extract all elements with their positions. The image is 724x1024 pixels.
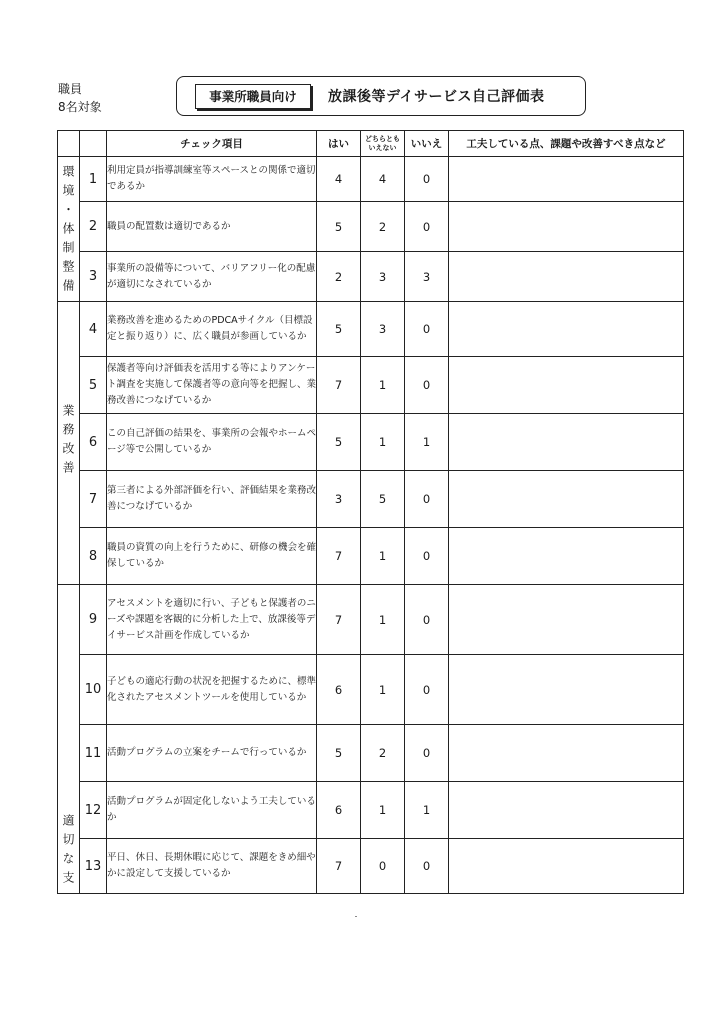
neutral-count: 1 xyxy=(361,414,405,471)
table-row xyxy=(58,839,684,894)
neutral-count: 1 xyxy=(361,655,405,725)
header-no: いいえ xyxy=(405,131,449,157)
comment-cell xyxy=(449,252,684,302)
no-count: 0 xyxy=(405,585,449,655)
header-category xyxy=(58,131,80,157)
yes-count: 5 xyxy=(317,725,361,782)
table-row xyxy=(58,585,684,655)
audience-label: 事業所職員向け xyxy=(195,84,311,109)
item-number: 7 xyxy=(80,471,107,528)
comment-cell xyxy=(449,528,684,585)
check-item-text: 職員の配置数は適切であるか xyxy=(107,202,317,252)
item-number: 11 xyxy=(80,725,107,782)
respondent-type: 職員 xyxy=(58,82,83,96)
header-number xyxy=(80,131,107,157)
check-item-text: 利用定員が指導訓練室等スペースとの関係で適切であるか xyxy=(107,157,317,202)
category-label: 環境・体制整備 xyxy=(61,165,75,298)
item-number: 10 xyxy=(80,655,107,725)
yes-count: 7 xyxy=(317,528,361,585)
comment-cell xyxy=(449,782,684,839)
neutral-count: 1 xyxy=(361,585,405,655)
item-number: 9 xyxy=(80,585,107,655)
table-row xyxy=(58,252,684,302)
table-row xyxy=(58,471,684,528)
check-item-text: アセスメントを適切に行い、子どもと保護者のニーズや課題を客観的に分析した上で、放課後等デイサービス計画を作成しているか xyxy=(107,585,317,655)
no-count: 0 xyxy=(405,157,449,202)
neutral-count: 2 xyxy=(361,202,405,252)
yes-count: 5 xyxy=(317,414,361,471)
neutral-count: 1 xyxy=(361,528,405,585)
item-number: 2 xyxy=(80,202,107,252)
header-neutral-line2: いえない xyxy=(368,143,397,152)
neutral-count: 1 xyxy=(361,357,405,414)
yes-count: 4 xyxy=(317,157,361,202)
table-row xyxy=(58,302,684,357)
table-row xyxy=(58,782,684,839)
check-item-text: 活動プログラムの立案をチームで行っているか xyxy=(107,725,317,782)
no-count: 0 xyxy=(405,202,449,252)
respondent-count: 8名対象 xyxy=(58,100,102,114)
check-item-text: 子どもの適応行動の状況を把握するために、標準化されたアセスメントツールを使用しているか xyxy=(107,655,317,725)
neutral-count: 0 xyxy=(361,839,405,894)
category-cell xyxy=(58,302,80,585)
neutral-count: 4 xyxy=(361,157,405,202)
no-count: 0 xyxy=(405,528,449,585)
comment-cell xyxy=(449,839,684,894)
category-label: 適切な支 xyxy=(61,814,75,890)
no-count: 1 xyxy=(405,782,449,839)
comment-cell xyxy=(449,655,684,725)
check-item-text: 事業所の設備等について、バリアフリー化の配慮が適切になされているか xyxy=(107,252,317,302)
yes-count: 7 xyxy=(317,357,361,414)
yes-count: 3 xyxy=(317,471,361,528)
item-number: 5 xyxy=(80,357,107,414)
no-count: 0 xyxy=(405,725,449,782)
neutral-count: 2 xyxy=(361,725,405,782)
comment-cell xyxy=(449,471,684,528)
comment-cell xyxy=(449,585,684,655)
comment-cell xyxy=(449,725,684,782)
item-number: 3 xyxy=(80,252,107,302)
table-row xyxy=(58,414,684,471)
table-row xyxy=(58,357,684,414)
check-item-text: 平日、休日、長期休暇に応じて、課題をきめ細やかに設定して支援しているか xyxy=(107,839,317,894)
item-number: 4 xyxy=(80,302,107,357)
no-count: 0 xyxy=(405,471,449,528)
no-count: 0 xyxy=(405,655,449,725)
table-row xyxy=(58,202,684,252)
yes-count: 7 xyxy=(317,585,361,655)
yes-count: 5 xyxy=(317,202,361,252)
no-count: 0 xyxy=(405,357,449,414)
header-check-item: チェック項目 xyxy=(107,131,317,157)
header-comments: 工夫している点、課題や改善すべき点など xyxy=(449,131,684,157)
category-label: 業務改善 xyxy=(61,403,75,480)
yes-count: 7 xyxy=(317,839,361,894)
yes-count: 6 xyxy=(317,782,361,839)
check-item-text: 第三者による外部評価を行い、評価結果を業務改善につなげているか xyxy=(107,471,317,528)
yes-count: 5 xyxy=(317,302,361,357)
respondent-info xyxy=(58,80,102,116)
check-item-text: 活動プログラムが固定化しないよう工夫しているか xyxy=(107,782,317,839)
check-item-text: 業務改善を進めるためのPDCAサイクル（目標設定と振り返り）に、広く職員が参画しているか xyxy=(107,302,317,357)
no-count: 3 xyxy=(405,252,449,302)
header-neutral-line1: どちらとも xyxy=(365,134,400,143)
neutral-count: 3 xyxy=(361,252,405,302)
no-count: 0 xyxy=(405,302,449,357)
category-cell xyxy=(58,157,80,302)
neutral-count: 5 xyxy=(361,471,405,528)
comment-cell xyxy=(449,302,684,357)
table-header-row xyxy=(58,131,684,157)
item-number: 6 xyxy=(80,414,107,471)
check-item-text: この自己評価の結果を、事業所の会報やホームページ等で公開しているか xyxy=(107,414,317,471)
yes-count: 6 xyxy=(317,655,361,725)
yes-count: 2 xyxy=(317,252,361,302)
header-neutral xyxy=(361,131,405,157)
item-number: 1 xyxy=(80,157,107,202)
comment-cell xyxy=(449,357,684,414)
check-item-text: 職員の資質の向上を行うために、研修の機会を確保しているか xyxy=(107,528,317,585)
table-row xyxy=(58,157,684,202)
evaluation-table xyxy=(57,130,684,894)
comment-cell xyxy=(449,414,684,471)
item-number: 13 xyxy=(80,839,107,894)
category-cell xyxy=(58,585,80,894)
table-row xyxy=(58,528,684,585)
header-yes: はい xyxy=(317,131,361,157)
table-row xyxy=(58,655,684,725)
scan-mark xyxy=(355,916,357,917)
no-count: 1 xyxy=(405,414,449,471)
check-item-text: 保護者等向け評価表を活用する等によりアンケート調査を実施して保護者等の意向等を把握し、業務改善につなげているか xyxy=(107,357,317,414)
table-row xyxy=(58,725,684,782)
page-title: 放課後等デイサービス自己評価表 xyxy=(328,89,545,105)
no-count: 0 xyxy=(405,839,449,894)
neutral-count: 1 xyxy=(361,782,405,839)
neutral-count: 3 xyxy=(361,302,405,357)
comment-cell xyxy=(449,157,684,202)
comment-cell xyxy=(449,202,684,252)
item-number: 8 xyxy=(80,528,107,585)
item-number: 12 xyxy=(80,782,107,839)
